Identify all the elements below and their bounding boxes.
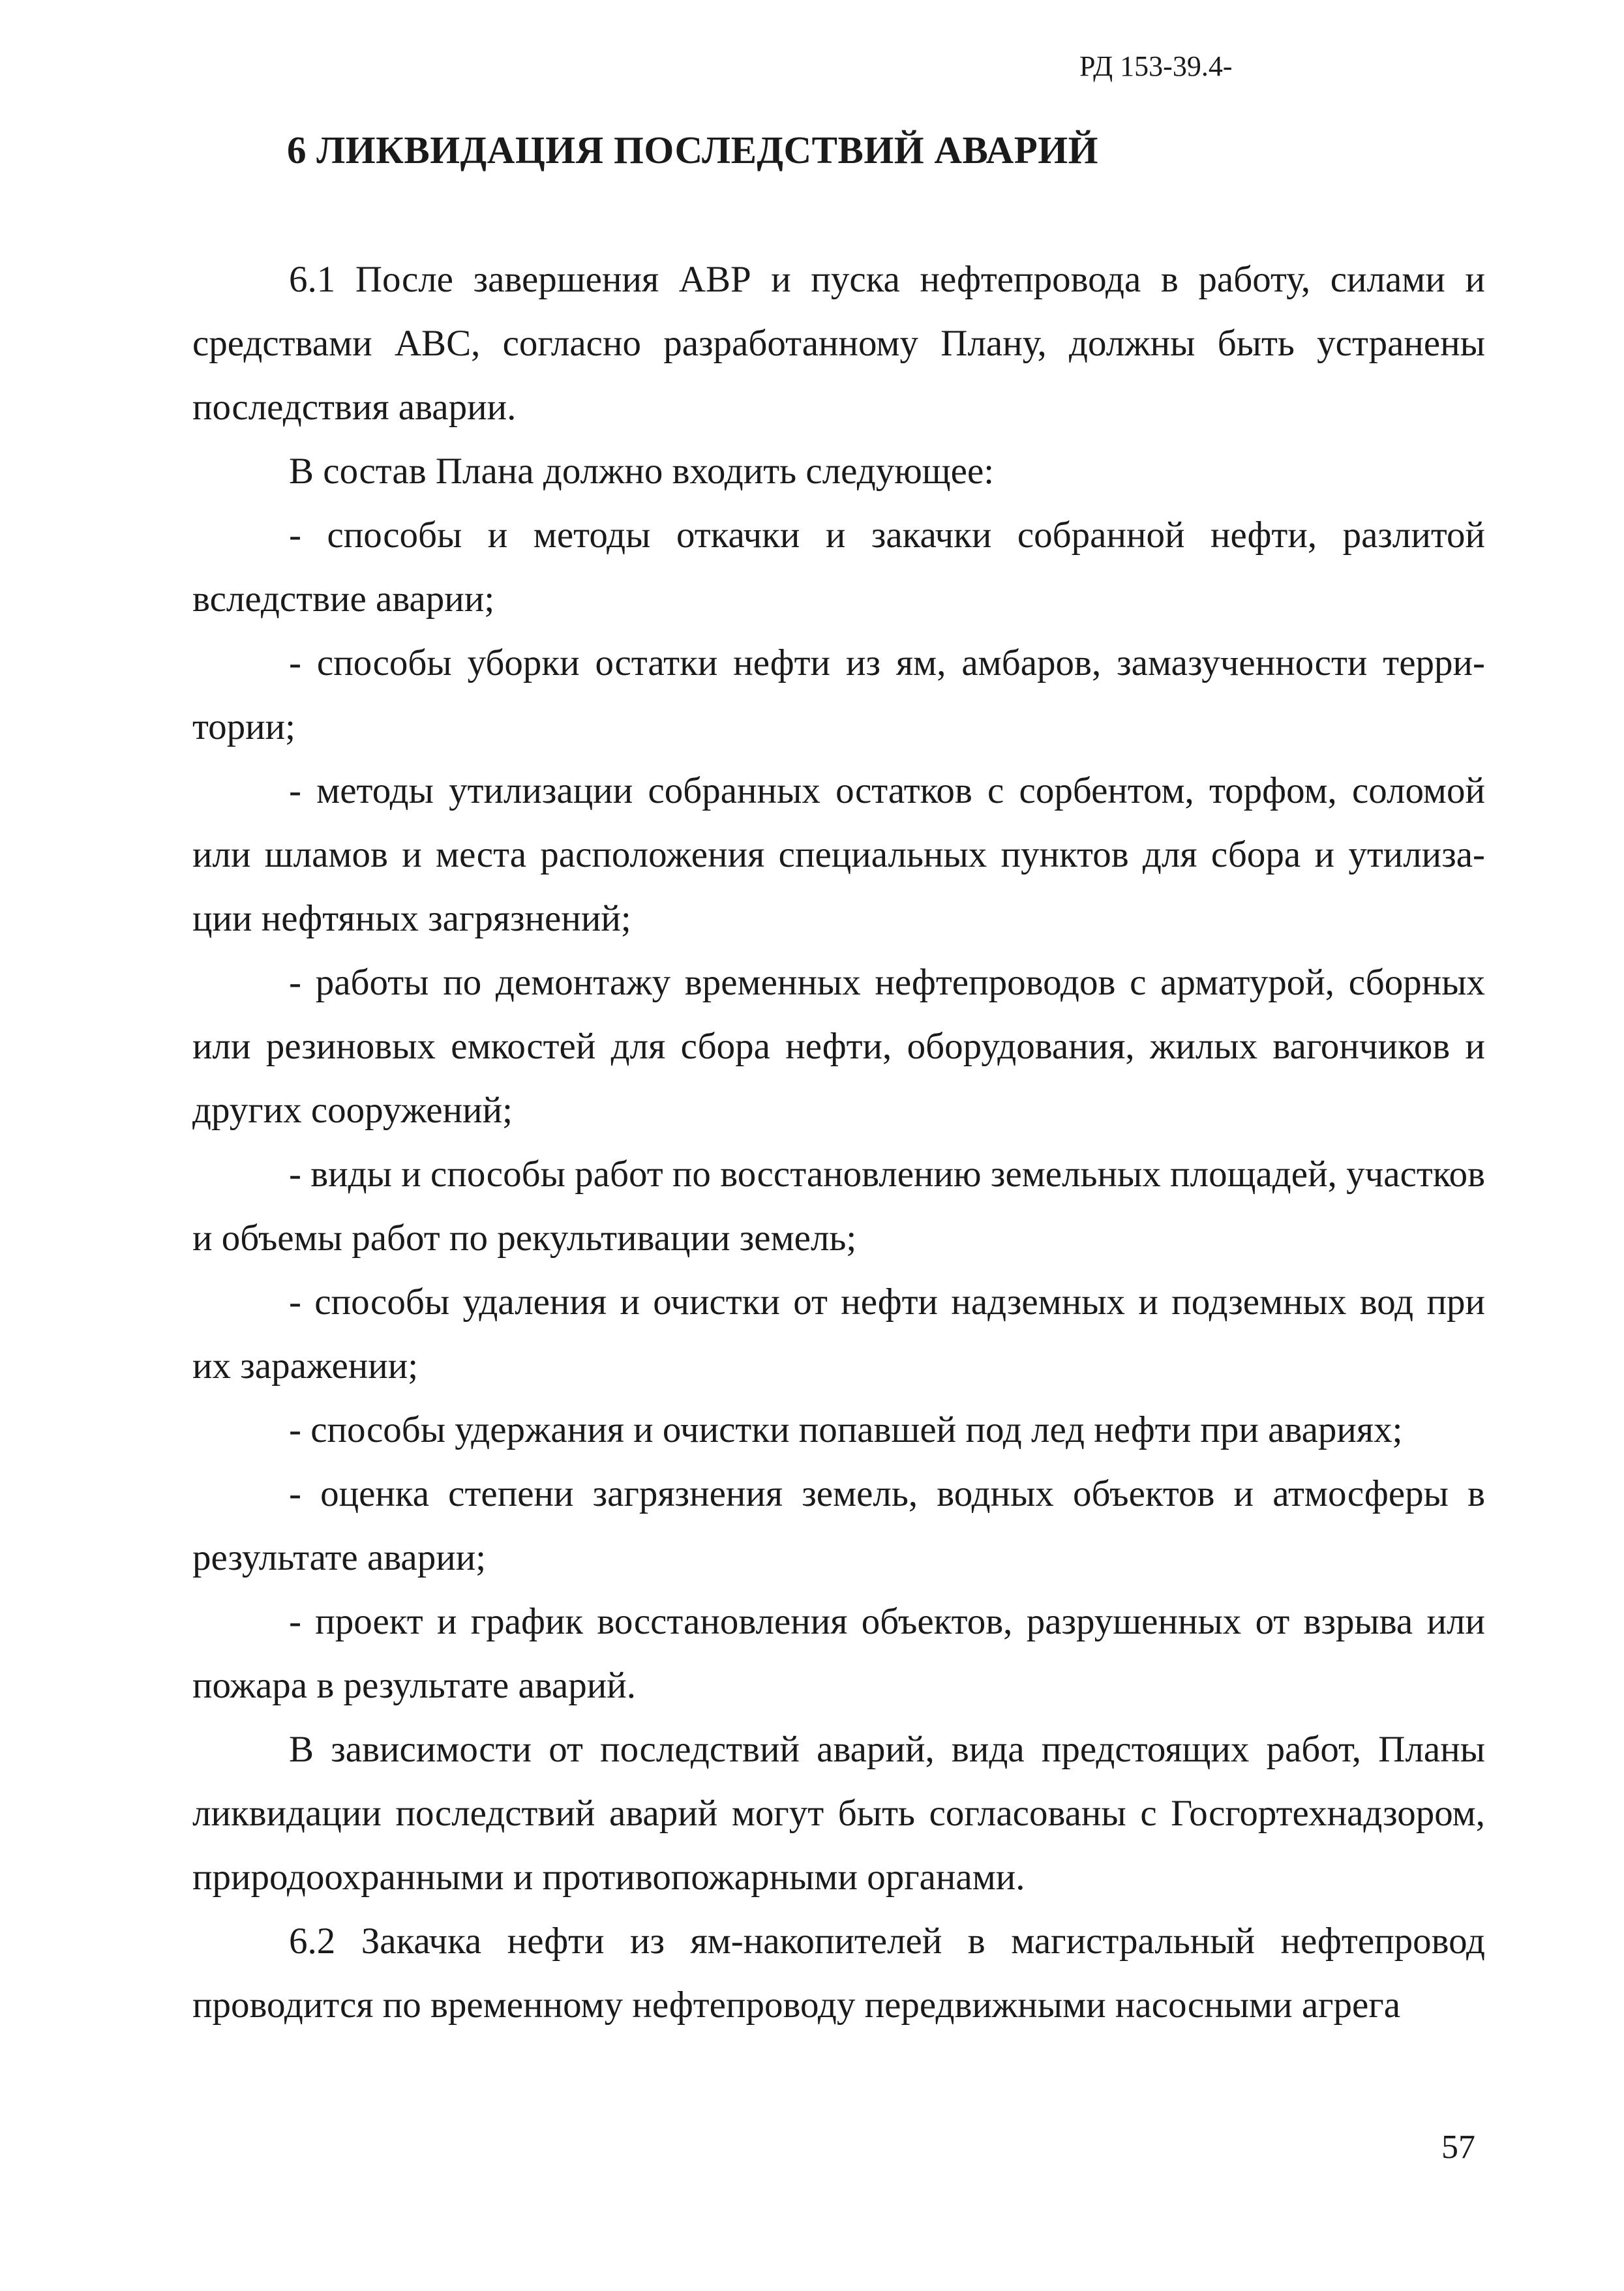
list-item: - способы и методы откачки и закачки собранной нефти, разлитой вследствие аварии;: [192, 515, 1485, 620]
paragraph-6-1: 6.1 После завершения АВР и пуска нефтепровода в работу, силами и средствами АВС, согласно разработанному Плану, должны быть устранены последствия аварии.: [192, 259, 1485, 428]
paragraph-6-2: 6.2 Закачка нефти из ям-накопителей в магистральный нефтепровод проводится по временному нефтепроводу передвижными насосными агрега: [192, 1921, 1485, 2026]
body-text: [192, 248, 1485, 2037]
list-item: - виды и способы работ по восстановлению земельных площадей, участков и объемы работ по рекультивации земель;: [192, 1154, 1485, 1259]
page-number: 57: [1441, 2129, 1475, 2166]
list-item: - способы уборки остатки нефти из ям, амбаров, замазученности территории;: [192, 642, 1485, 747]
list-item: - способы удержания и очистки попавшей под лед нефти при авариях;: [289, 1409, 1403, 1450]
paragraph-plan-intro: В состав Плана должно входить следующее:: [289, 451, 995, 492]
paragraph-approval: В зависимости от последствий аварий, вида предстоящих работ, Планы ликвидации последствий аварий могут быть согласованы с Госгортехнадзором, природоохранными и противопожарными органами.: [192, 1729, 1485, 1898]
list-item: - способы удаления и очистки от нефти надземных и подземных вод при их заражении;: [192, 1281, 1485, 1386]
section-title: 6 ЛИКВИДАЦИЯ ПОСЛЕДСТВИЙ АВАРИЙ: [287, 128, 1099, 172]
list-item: - работы по демонтажу временных нефтепроводов с арматурой, сборных или резиновых емкостей для сбора нефти, оборудования, жилых вагончиков и других сооружений;: [192, 962, 1485, 1131]
list-item: - оценка степени загрязнения земель, водных объектов и атмосферы в результате аварии;: [192, 1473, 1485, 1578]
list-item: - методы утилизации собранных остатков с сорбентом, торфом, соломой или шламов и места расположения специальных пунктов для сбора и утилизации нефтяных загрязнений;: [192, 770, 1485, 939]
document-code: РД 153-39.4-: [1079, 50, 1233, 82]
list-item: - проект и график восстановления объектов, разрушенных от взрыва или пожара в результате аварий.: [192, 1601, 1485, 1706]
